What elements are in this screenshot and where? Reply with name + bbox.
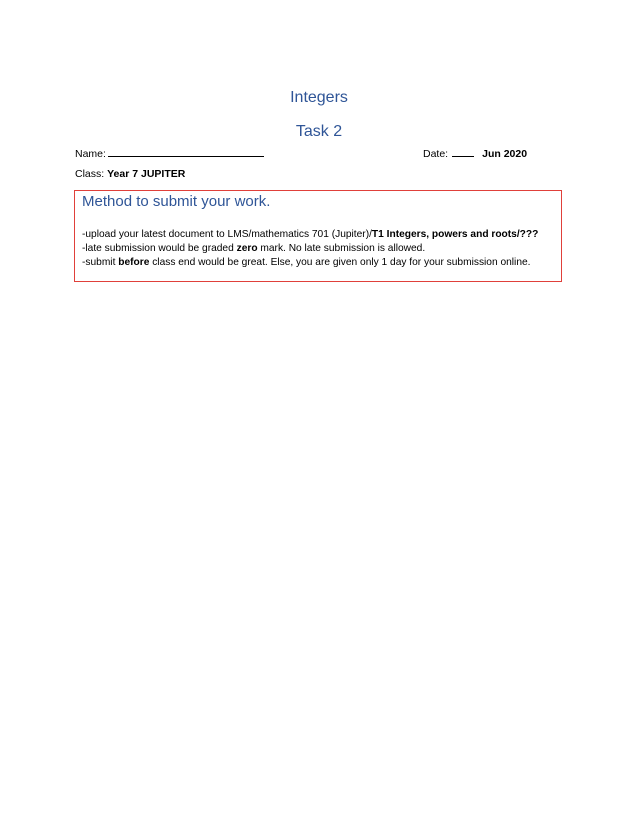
- name-blank-line: [108, 145, 264, 157]
- date-label: Date:: [423, 148, 449, 160]
- method-heading: Method to submit your work.: [82, 193, 271, 210]
- method-line-submit-suffix: class end would be great. Else, you are given only 1 day for your submission online.: [149, 257, 531, 268]
- method-line-submit: [82, 256, 531, 269]
- method-line-submit-prefix: -submit: [82, 257, 119, 268]
- method-line-late-prefix: -late submission would be graded: [82, 243, 237, 254]
- name-label: Name:: [75, 148, 106, 160]
- method-line-upload-text: -upload your latest document to LMS/mathematics 701 (Jupiter)/: [82, 229, 372, 240]
- method-line-submit-bold: before: [118, 257, 150, 268]
- method-line-upload-path: T1 Integers, powers and roots/???: [371, 229, 539, 240]
- name-row: [75, 145, 264, 161]
- document-title: Integers: [290, 89, 348, 106]
- class-value: Year 7 JUPITER: [107, 168, 186, 180]
- submission-method-box: [74, 190, 562, 282]
- document-subtitle: Task 2: [295, 123, 343, 140]
- date-value: Jun 2020: [482, 148, 528, 160]
- method-line-late-bold: zero: [236, 243, 258, 254]
- class-row: [75, 167, 185, 181]
- method-line-late: [82, 242, 425, 255]
- method-line-upload: [82, 228, 538, 241]
- class-label: Class:: [75, 168, 105, 180]
- date-blank-line: [452, 145, 474, 157]
- method-line-late-suffix: mark. No late submission is allowed.: [257, 243, 426, 254]
- date-row: [423, 145, 527, 161]
